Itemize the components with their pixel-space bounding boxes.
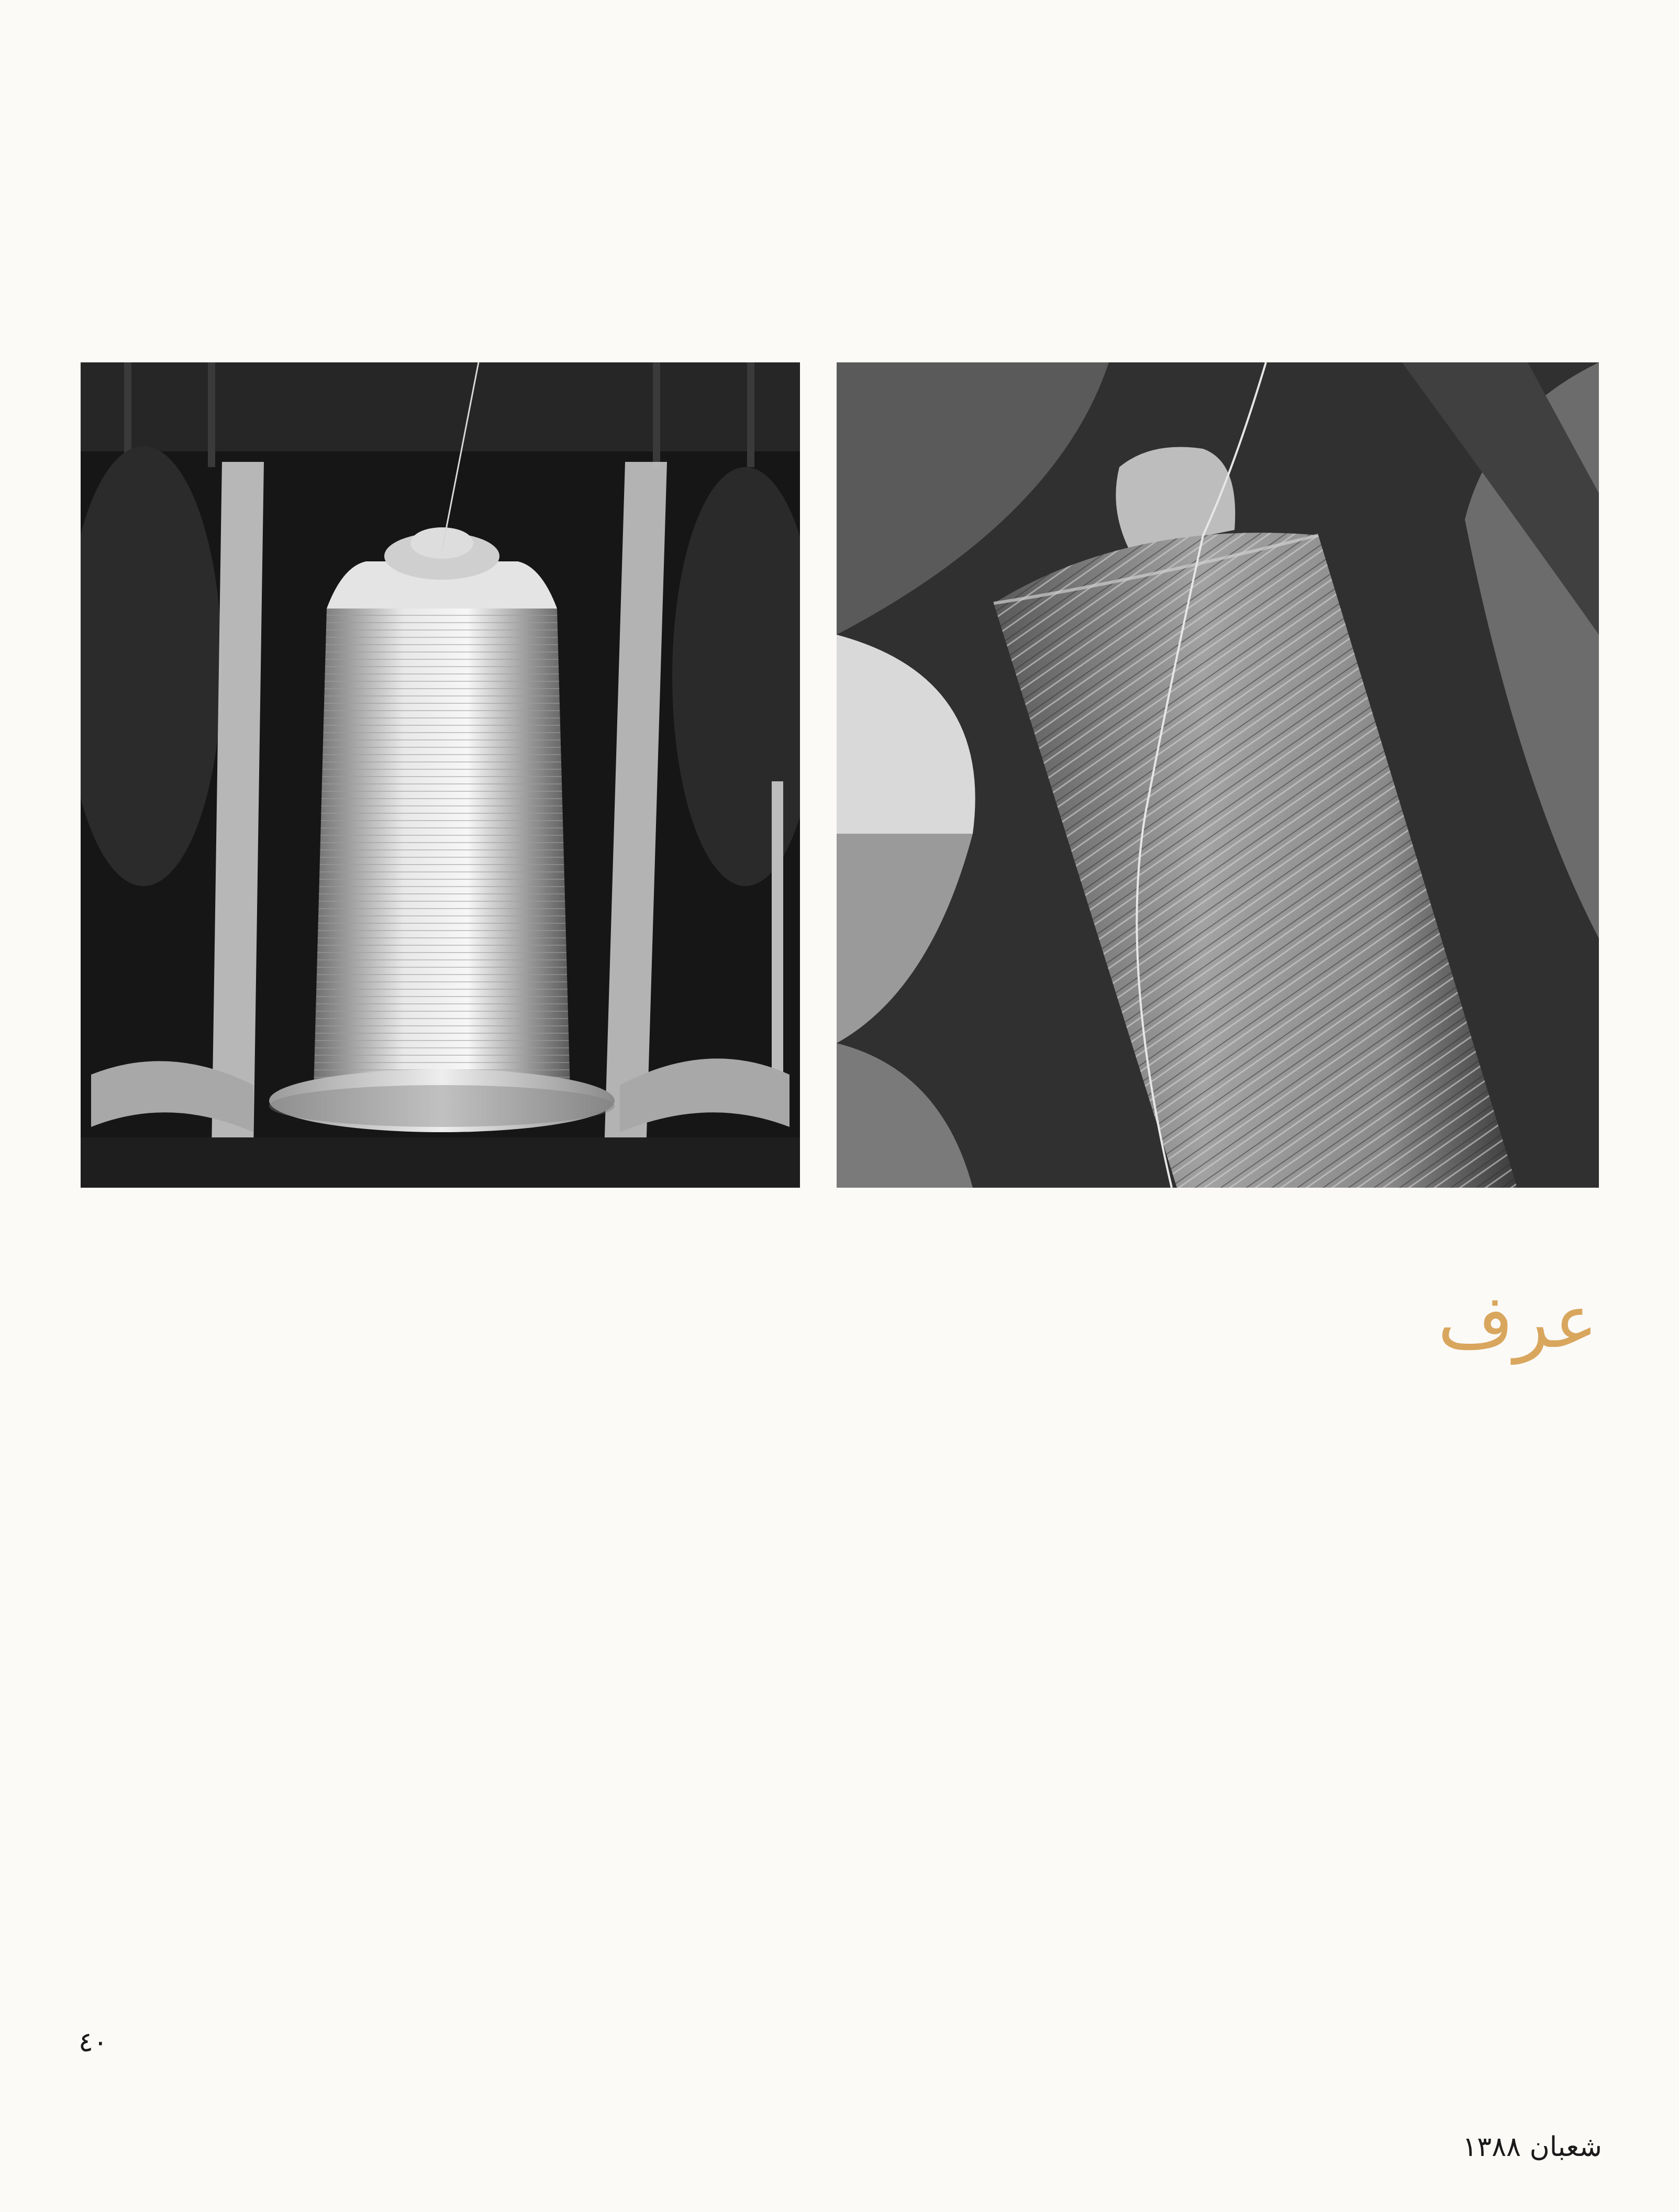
article-column-left <box>103 1288 563 2011</box>
article-column-middle <box>621 1288 1082 2011</box>
issue-date: شعبان ١٣٨٨ <box>1462 2131 1602 2163</box>
thread-cone-image <box>837 362 1599 1188</box>
article-column-right <box>1137 1279 1598 2011</box>
yarn-spool-image <box>81 362 800 1188</box>
photo-thread-cone <box>837 362 1599 1188</box>
photo-yarn-spool <box>81 362 800 1188</box>
photo-caption <box>81 1204 1599 1246</box>
dropcap-word: عرف <box>1438 1279 1598 1365</box>
page-number: ٤٠ <box>79 2027 108 2058</box>
